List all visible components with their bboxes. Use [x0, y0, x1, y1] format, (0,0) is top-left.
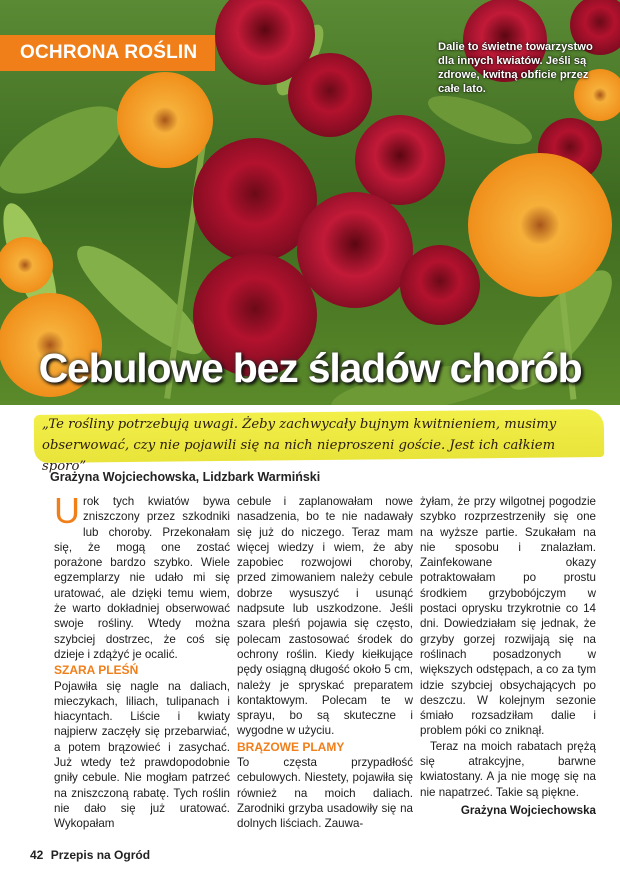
intro-paragraph: Urok tych kwiatów bywa zniszczony przez szkodniki lub choroby. Przekonałam się, że mogą one zostać porażone bardzo szybko. Wiele egzemplarzy nie udało mi się uratować, ale dzięki temu wiem, że warto dokładniej obserwować swoje rośliny. Wtedy można szybciej dostrzec, że coś się dzieje i zdążyć je ocalić. [54, 490, 230, 661]
paragraph-brown-spots-a: To częsta przypadłość cebulowych. Niestety, pojawiła się również na moich daliach. Zarodniki grzyba usadowiły się na dolnych liściach. Zauwa- [237, 756, 413, 831]
article-lead: „Te rośliny potrzebują uwagi. Żeby zachwycały bujnym kwitnieniem, musimy obserwować, czy nie pojawili się na nich nieproszeni goście. Jest ich całkiem sporo” [42, 417, 557, 474]
signature: Grażyna Wojciechowska [460, 803, 596, 817]
subheading-gray-mold: SZARA PLEŚŃ [54, 663, 139, 678]
article-body [54, 490, 596, 832]
column-1 [54, 490, 230, 832]
magazine-name: Przepis na Ogród [50, 848, 151, 862]
article-title: Cebulowe bez śladów chorób [38, 345, 582, 391]
paragraph-gray-mold-b: cebule i zaplanowałam nowe nasadzenia, bo te nie nadawały się już do niczego. Teraz mam więcej wiedzy i wiem, że aby zapobiec rozwojowi choroby, przed zimowaniem należy cebule dobrze wysuszyć i usunąć nadpsute lub uszkodzone. Jeśli szara pleśń pojawia się często, polecam zastosować środek do ochrony roślin. Kiedy kiełkujące pędy osiągną długość około 5 cm, należy je spryskać preparatem kontaktowym. Polecam te w sprayu, bo są skuteczne i wygodne w użyciu. [237, 495, 413, 738]
paragraph-gray-mold-a: Pojawiła się nagle na daliach, mieczykach, liliach, tulipanach i hiacyntach. Liście i kwiaty najpierw zaczęły się przebarwiać, a potem brązowieć i zasychać. Już wtedy też prawdopodobnie gniły cebule. Nie mogłam patrzeć na zniszczoną rabatę. Tych roślin nie dało się już uratować. Wykopałam [54, 679, 230, 831]
closing-paragraph: Teraz na moich rabatach prężą się atrakcyjne, barwne kwiatostany. A ja nie mogę się na nie napatrzeć. Takie są piękne. [420, 739, 596, 799]
paragraph-brown-spots-b: żyłam, że przy wilgotnej pogodzie szybko rozprzestrzeniły się one na wyższe partie. Szukałam na nie sposobu i znalazłam. Zainfekowane okazy potraktowałam po prostu środkiem grzybobójczym w postaci oprysku trzykrotnie co 14 dni. Dowiedziałam się jednak, że grzyby gorzej rozwijają się na roślinach posadzonych w większych odstępach, a co za tym idzie szybciej obsychających po deszczu. W kolejnym sezonie śmiało rozsadziłam dalie i problem póki co zniknął. [420, 495, 596, 738]
article-authors: Grażyna Wojciechowska, Lidzbark Warmiński [50, 470, 321, 484]
hero-photo [0, 0, 620, 405]
photo-caption: Dalie to świetne towarzystwo dla innych kwiatów. Jeśli są zdrowe, kwitną obficie przez całe lato. [438, 41, 593, 95]
drop-cap: U [54, 490, 80, 531]
subheading-brown-spots: BRĄZOWE PLAMY [237, 739, 345, 754]
column-3 [420, 494, 596, 818]
page-footer [30, 848, 150, 862]
column-2 [237, 494, 413, 832]
page-number: 42 [30, 848, 44, 862]
section-tag: OCHRONA ROŚLIN [0, 35, 215, 71]
